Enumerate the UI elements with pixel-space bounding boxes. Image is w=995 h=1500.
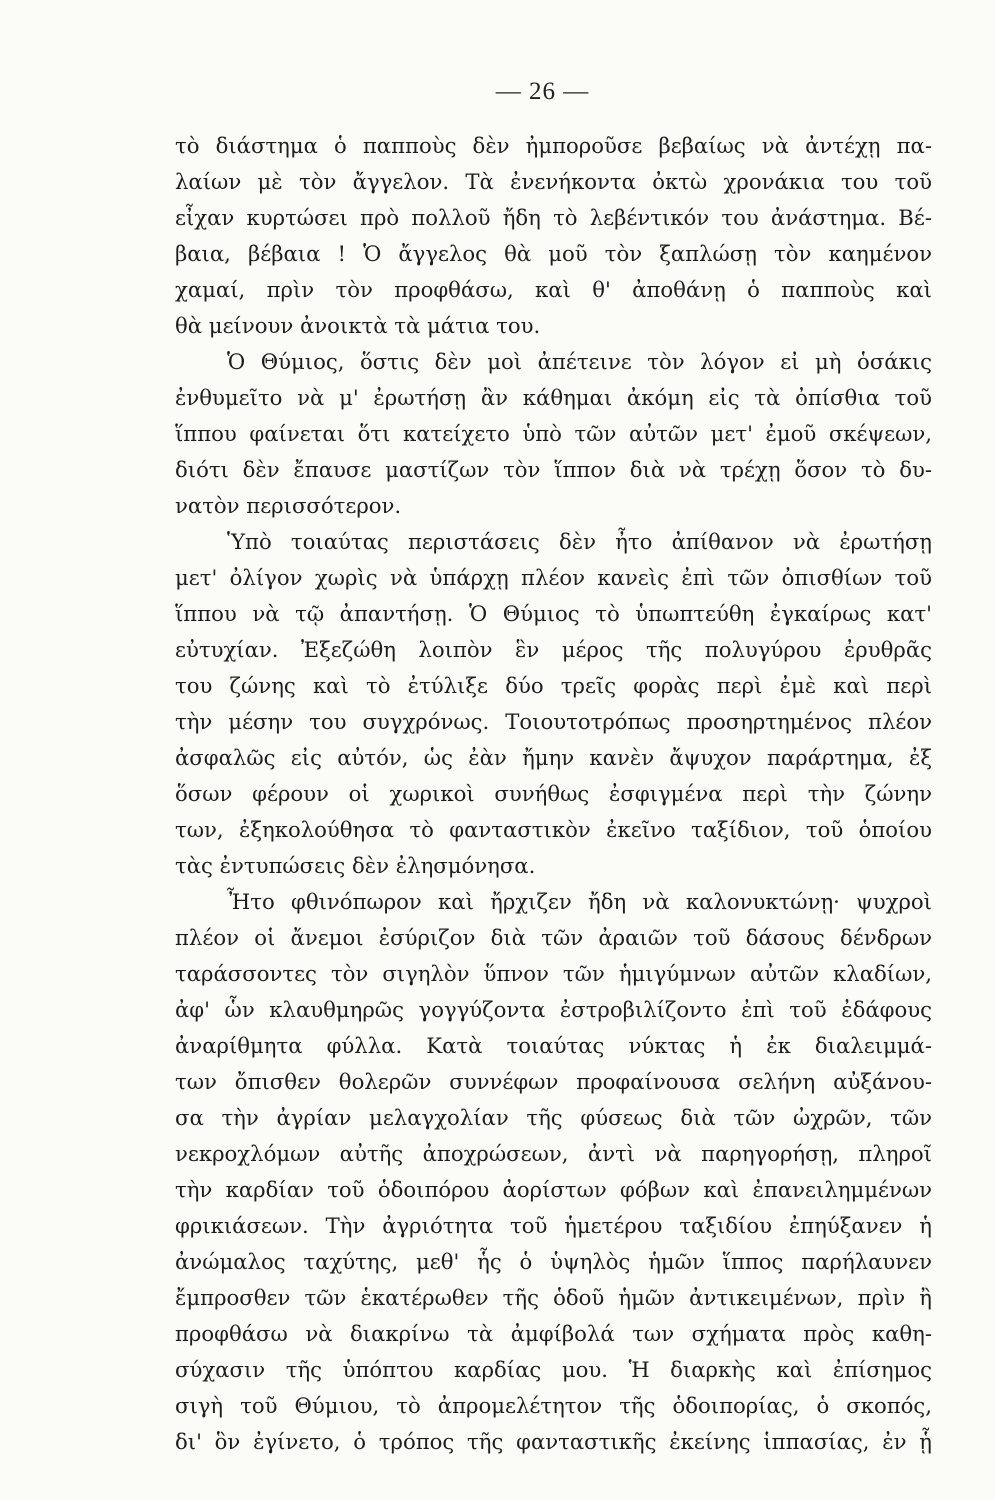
body-text: [175, 128, 932, 1460]
text-line: δι' ὃν ἐγίνετο, ὁ τρόπος τῆς φανταστικῆς ἐκείνης ἱππασίας, ἐν ᾗ: [175, 1429, 932, 1454]
text-line: τὴν μέσην του συγχρόνως. Τοιουτοτρόπως προσηρτημένος πλέον: [175, 709, 932, 734]
text-line: εἶχαν κυρτώσει πρὸ πολλοῦ ἤδη τὸ λεβέντικόν του ἀνάστημα. Βέ-: [175, 205, 932, 230]
text-line: Ἦτο φθινόπωρον καὶ ἤρχιζεν ἤδη νὰ καλονυκτώνῃ· ψυχροὶ: [227, 889, 932, 914]
text-line: Ὁ Θύμιος, ὅστις δὲν μοὶ ἀπέτεινε τὸν λόγον εἰ μὴ ὁσάκις: [227, 349, 932, 374]
text-line: διότι δὲν ἔπαυσε μαστίζων τὸν ἵππον διὰ νὰ τρέχῃ ὅσον τὸ δυ-: [175, 457, 932, 482]
text-line: ἀναρίθμητα φύλλα. Κατὰ τοιαύτας νύκτας ἡ ἐκ διαλειμμά-: [175, 1033, 932, 1058]
text-line: ὅσων φέρουν οἱ χωρικοὶ συνήθως ἐσφιγμένα περὶ τὴν ζώνην: [175, 781, 932, 806]
text-line: των ὄπισθεν θολερῶν συννέφων προφαίνουσα σελήνη αὐξάνου-: [175, 1069, 932, 1094]
text-line: τὸ διάστημα ὁ παπποὺς δὲν ἠμποροῦσε βεβαίως νὰ ἀντέχῃ πα-: [175, 133, 932, 158]
text-line: Ὑπὸ τοιαύτας περιστάσεις δὲν ἦτο ἀπίθανον νὰ ἐρωτήσῃ: [227, 529, 932, 554]
text-line: τὰς ἐντυπώσεις δὲν ἐλησμόνησα.: [175, 853, 536, 878]
text-line: σιγὴ τοῦ Θύμιου, τὸ ἀπρομελέτητον τῆς ὁδοιπορίας, ὁ σκοπός,: [175, 1393, 932, 1418]
text-line: σύχασιν τῆς ὑπόπτου καρδίας μου. Ἡ διαρκὴς καὶ ἐπίσημος: [175, 1357, 932, 1382]
text-line: μετ' ὀλίγον χωρὶς νὰ ὑπάρχῃ πλέον κανεὶς ἐπὶ τῶν ὀπισθίων τοῦ: [175, 565, 932, 590]
page-number: — 26 —: [495, 78, 590, 105]
text-line: ἀσφαλῶς εἰς αὐτόν, ὡς ἐὰν ἤμην κανὲν ἄψυχον παράρτημα, ἐξ: [175, 745, 932, 770]
text-line: εὐτυχίαν. Ἐξεζώθη λοιπὸν ἓν μέρος τῆς πολυγύρου ἐρυθρᾶς: [175, 637, 932, 662]
text-line: πλέον οἱ ἄνεμοι ἐσύριζον διὰ τῶν ἀραιῶν τοῦ δάσους δένδρων: [175, 925, 932, 950]
text-line: ἀνώμαλος ταχύτης, μεθ' ἧς ὁ ὑψηλὸς ἡμῶν ἵππος παρήλαυνεν: [175, 1249, 932, 1274]
text-line: νεκροχλόμων αὐτῆς ἀποχρώσεων, ἀντὶ νὰ παρηγορήσῃ, πληροῖ: [175, 1141, 932, 1166]
text-line: ἔμπροσθεν τῶν ἑκατέρωθεν τῆς ὁδοῦ ἡμῶν ἀντικειμένων, πρὶν ἢ: [175, 1285, 932, 1310]
text-line: σα τὴν ἀγρίαν μελαγχολίαν τῆς φύσεως διὰ τῶν ὠχρῶν, τῶν: [175, 1105, 932, 1130]
text-line: προφθάσω νὰ διακρίνω τὰ ἀμφίβολά των σχήματα πρὸς καθη-: [175, 1321, 932, 1346]
text-line: βαια, βέβαια ! Ὁ ἄγγελος θὰ μοῦ τὸν ξαπλώσῃ τὸν καημένον: [175, 241, 932, 266]
text-line: λαίων μὲ τὸν ἄγγελον. Τὰ ἐνενήκοντα ὀκτὼ χρονάκια του τοῦ: [175, 169, 932, 194]
text-line: ἀφ' ὧν κλαυθμηρῶς γογγύζοντα ἐστροβιλίζοντο ἐπὶ τοῦ ἐδάφους: [175, 997, 932, 1022]
text-line: χαμαί, πρὶν τὸν προφθάσω, καὶ θ' ἀποθάνῃ ὁ παπποὺς καὶ: [175, 277, 932, 302]
text-line: νατὸν περισσότερον.: [175, 493, 402, 518]
text-line: ἵππου φαίνεται ὅτι κατείχετο ὑπὸ τῶν αὐτῶν μετ' ἐμοῦ σκέψεων,: [175, 421, 932, 446]
text-line: τὴν καρδίαν τοῦ ὁδοιπόρου ἀορίστων φόβων καὶ ἐπανειλημμένων: [175, 1177, 932, 1202]
text-line: φρικιάσεων. Τὴν ἀγριότητα τοῦ ἡμετέρου ταξιδίου ἐπηύξανεν ἡ: [175, 1213, 932, 1238]
text-line: των, ἐξηκολούθησα τὸ φανταστικὸν ἐκεῖνο ταξίδιον, τοῦ ὁποίου: [175, 817, 932, 842]
text-line: ἐνθυμεῖτο νὰ μ' ἐρωτήσῃ ἂν κάθημαι ἀκόμη εἰς τὰ ὀπίσθια τοῦ: [175, 385, 932, 410]
text-line: θὰ μείνουν ἀνοικτὰ τὰ μάτια του.: [175, 313, 541, 338]
text-line: του ζώνης καὶ τὸ ἐτύλιξε δύο τρεῖς φορὰς περὶ ἐμὲ καὶ περὶ: [175, 673, 932, 698]
text-line: ταράσσοντες τὸν σιγηλὸν ὕπνον τῶν ἡμιγύμνων αὐτῶν κλαδίων,: [175, 961, 932, 986]
text-line: ἵππου νὰ τῷ ἀπαντήσῃ. Ὁ Θύμιος τὸ ὑπωπτεύθη ἐγκαίρως κατ': [175, 601, 932, 626]
